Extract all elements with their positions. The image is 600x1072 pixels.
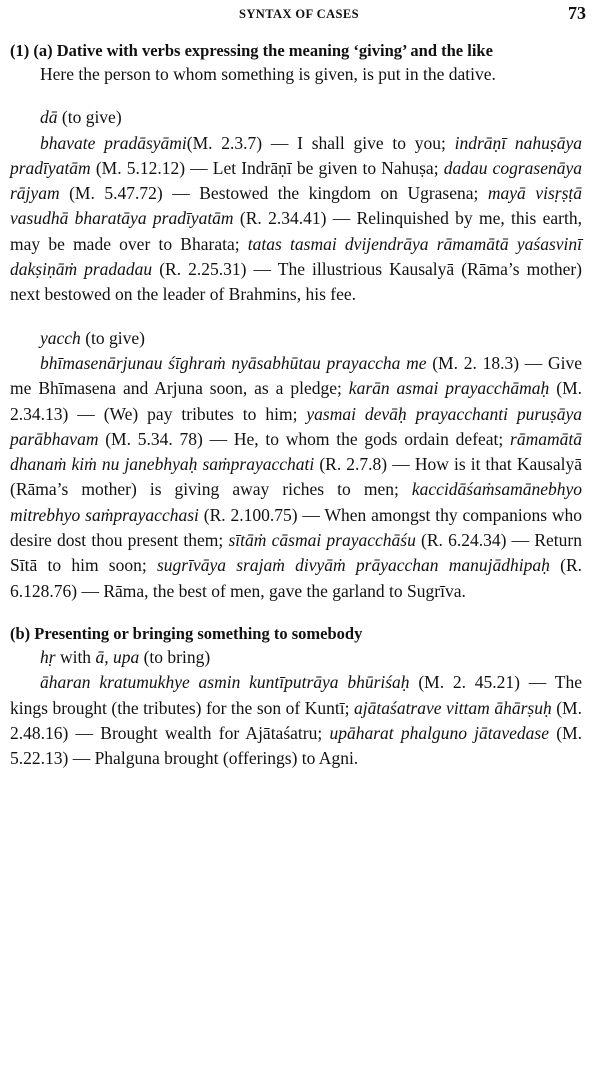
verb-da: dā xyxy=(40,107,58,128)
example: indrāṇī nahuṣāya pradīyatām (M. 5.12.12) — Let Indrāṇī be given to Nahuṣa; xyxy=(10,132,582,178)
verb-with-label: with xyxy=(59,646,92,667)
verb-heading-da xyxy=(10,105,582,130)
verb-heading-hr xyxy=(10,645,582,670)
verb-heading-yacch xyxy=(10,326,582,351)
example: ajātaśatrave vittam āhārṣuḥ (M. 2.48.16) — Brought wealth for Ajātaśatru; xyxy=(10,697,582,743)
example: rāmamātā dhanaṁ kiṁ nu janebhyaḥ saṁprayacchati (R. 2.7.8) — How is it that Kausalyā (Rāma’s mother) is giving away riches to men; xyxy=(10,428,582,500)
page-body xyxy=(10,39,582,771)
verb-hr: hṛ xyxy=(40,646,56,667)
example: tatas tasmai dvijendrāya rāmamātā yaśasvinī dakṣiṇāṁ pradadau (R. 2.25.31) — The illustrious Kausalyā (Rāma’s mother) next bestowed on the leader of Brahmins, his fee. xyxy=(10,233,583,305)
example: upāharat phalguno jātavedase (M. 5.22.13) — Phalguna brought (offerings) to Agni. xyxy=(10,722,583,769)
example: kaccidāśaṁsamānebhyo mitrebhyo saṁprayacchasi (R. 2.100.75) — When amongst thy companions who desire dost thou present them; xyxy=(10,479,583,551)
example: sugrīvāya srajaṁ divyāṁ prāyacchan manujādhipaḥ (R. 6.128.76) — Rāma, the best of men, gave the garland to Sugrīva. xyxy=(10,555,582,601)
section-heading-b: (b) Presenting or bringing something to somebody xyxy=(10,623,363,643)
example: karān asmai prayacchāmaḥ (M. 2.34.13) — (We) pay tributes to him; xyxy=(10,378,583,424)
example: bhīmasenārjunau śīghraṁ nyāsabhūtau prayaccha me (M. 2. 18.3) — Give me Bhīmasena and Arjuna soon, as a pledge; xyxy=(10,352,583,399)
verb-gloss: (to give) xyxy=(85,327,145,348)
example: yasmai devāḥ prayacchanti puruṣāya parābhavam (M. 5.34. 78) — He, to whom the gods ordain defeat; xyxy=(10,403,583,449)
running-head: SYNTAX OF CASES xyxy=(239,7,359,21)
section-intro: Here the person to whom something is given, is put in the dative. xyxy=(40,64,496,84)
verb-prefixes: ā, upa xyxy=(95,646,140,667)
example: bhavate pradāsyāmi(M. 2.3.7) — I shall give to you; xyxy=(40,132,455,153)
page-header xyxy=(10,3,588,27)
spacer xyxy=(10,604,582,622)
verb-gloss: (to bring) xyxy=(143,646,211,667)
spacer xyxy=(10,87,582,105)
section-heading-a: (1) (a) Dative with verbs expressing the meaning ‘giving’ and the like xyxy=(10,41,493,60)
example: sītāṁ cāsmai prayacchāśu (R. 6.24.34) — Return Sītā to him soon; xyxy=(10,530,582,576)
page-number: 73 xyxy=(568,3,586,23)
example: mayā visṛṣṭā vasudhā bharatāya pradīyatām (R. 2.34.41) — Relinquished by me, this earth, may be made over to Bharata; xyxy=(10,183,583,254)
examples-hr xyxy=(10,670,582,771)
example: āharan kratumukhye asmin kuntīputrāya bhūriśaḥ (M. 2. 45.21) — The kings brought (the tributes) for the son of Kuntī; xyxy=(10,672,582,718)
example: dadau cograsenāya rājyam (M. 5.47.72) — Bestowed the kingdom on Ugrasena; xyxy=(10,157,582,204)
spacer xyxy=(10,308,582,326)
verb-gloss: (to give) xyxy=(61,107,122,128)
examples-yacch xyxy=(10,351,582,604)
examples-da xyxy=(10,131,582,308)
verb-yacch: yacch xyxy=(40,327,81,348)
